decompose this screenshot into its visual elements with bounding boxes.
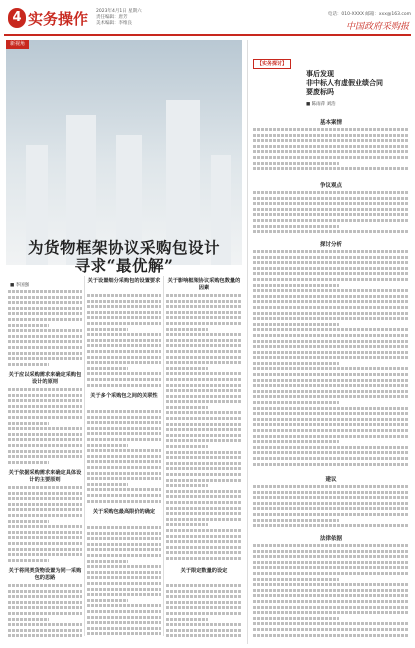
text-line: [166, 584, 242, 587]
text-line: [87, 565, 161, 568]
text-line: [166, 523, 208, 526]
text-line: [166, 294, 242, 297]
text-line: [253, 345, 409, 348]
text-line: [87, 410, 161, 413]
body-text-block: [253, 191, 409, 237]
text-line: [253, 351, 409, 354]
text-line: [253, 617, 339, 620]
text-line: [253, 323, 339, 326]
page-number: 4: [8, 8, 26, 28]
text-line: [166, 467, 242, 470]
body-text-block: [8, 584, 82, 640]
text-line: [8, 595, 82, 598]
text-line: [253, 312, 409, 315]
text-line: [87, 444, 128, 447]
text-line: [87, 582, 161, 585]
text-line: [166, 417, 242, 420]
text-line: [8, 394, 82, 397]
text-line: [253, 622, 409, 625]
text-line: [166, 361, 242, 364]
text-line: [253, 289, 409, 292]
text-line: [8, 352, 82, 355]
text-line: [166, 322, 242, 325]
text-line: [253, 272, 409, 275]
text-line: [166, 535, 242, 538]
text-line: [87, 483, 128, 486]
body-text-block: [253, 128, 409, 178]
text-line: [8, 388, 82, 391]
text-line: [253, 202, 409, 205]
text-line: [87, 344, 161, 347]
text-line: [166, 406, 208, 409]
text-line: [253, 423, 409, 426]
text-line: [253, 208, 409, 211]
text-line: [87, 421, 161, 424]
text-line: [166, 411, 242, 414]
issue-meta: [96, 9, 142, 27]
text-line: [87, 356, 161, 359]
text-line: [87, 455, 161, 458]
text-line: [8, 542, 82, 545]
text-line: [87, 361, 161, 364]
text-line: [166, 456, 242, 459]
text-line: [166, 557, 242, 560]
text-line: [8, 340, 82, 343]
body-text-block: [87, 526, 161, 640]
text-line: [166, 507, 242, 510]
text-line: [253, 284, 339, 287]
text-line: [166, 546, 242, 549]
text-line: [253, 457, 409, 460]
text-line: [8, 422, 49, 425]
text-line: [87, 300, 161, 303]
text-line: [253, 628, 409, 631]
text-line: [253, 267, 409, 270]
text-line: [8, 290, 82, 293]
text-line: [166, 339, 242, 342]
text-line: [253, 561, 409, 564]
text-line: [87, 472, 161, 475]
text-line: [87, 333, 161, 336]
text-line: [87, 427, 161, 430]
text-line: [253, 555, 409, 558]
text-line: [8, 329, 82, 332]
page-header: [0, 0, 415, 38]
body-text-block: [166, 584, 242, 640]
text-line: [166, 479, 242, 482]
text-line: [8, 405, 82, 408]
text-line: [87, 477, 161, 480]
text-line: [8, 346, 82, 349]
text-line: [253, 446, 409, 449]
body-text-block: [253, 544, 409, 640]
body-text-block: [87, 294, 161, 390]
text-line: [87, 416, 161, 419]
text-line: [8, 416, 82, 419]
text-line: [166, 484, 208, 487]
text-line: [253, 167, 409, 170]
text-line: [253, 401, 339, 404]
text-line: [253, 213, 409, 216]
text-line: [253, 583, 409, 586]
text-line: [8, 612, 82, 615]
text-line: [8, 324, 49, 327]
text-line: [8, 618, 49, 621]
text-line: [253, 440, 339, 443]
text-line: [166, 300, 242, 303]
text-line: [253, 256, 409, 259]
text-line: [166, 518, 242, 521]
text-line: [8, 335, 82, 338]
text-line: [166, 378, 242, 381]
text-line: [253, 395, 409, 398]
text-line: [8, 492, 82, 495]
text-line: [87, 339, 161, 342]
body-text-block: [8, 486, 82, 566]
feature-title-line2: 寻求“最优解”: [74, 256, 174, 275]
text-line: [253, 317, 409, 320]
text-line: [253, 139, 409, 142]
text-line: [253, 418, 409, 421]
text-line: [8, 301, 82, 304]
text-line: [253, 150, 409, 153]
text-line: [253, 156, 409, 159]
text-line: [253, 379, 409, 382]
col1-subhead: 关于依据采购需求来确定具体设计的主要原则: [8, 470, 82, 483]
text-line: [166, 623, 242, 626]
text-line: [166, 367, 208, 370]
text-line: [87, 599, 128, 602]
text-line: [87, 571, 161, 574]
text-line: [87, 610, 161, 613]
section-title: 实务操作: [28, 10, 89, 28]
right-article-tag: 【实务探讨】: [253, 59, 291, 69]
column-divider: [84, 276, 85, 636]
text-line: [87, 554, 161, 557]
text-line: [8, 307, 82, 310]
text-line: [253, 463, 409, 466]
text-line: [8, 634, 82, 637]
newspaper-brand: 中国政府采购报: [345, 22, 409, 32]
text-line: [8, 601, 82, 604]
text-line: [87, 432, 161, 435]
text-line: [166, 590, 242, 593]
right-article-byline: ■ 陈雨萍 刘浩: [306, 102, 336, 107]
text-line: [166, 551, 242, 554]
text-line: [8, 444, 82, 447]
text-line: [8, 553, 82, 556]
title-line: 非中标人有虚假业绩合同: [306, 78, 383, 87]
text-line: [8, 357, 82, 360]
text-line: [253, 594, 409, 597]
text-line: [253, 367, 409, 370]
text-line: [253, 513, 409, 516]
text-line: [166, 439, 242, 442]
text-line: [8, 312, 82, 315]
section-heading: 法律依据: [319, 536, 342, 542]
text-line: [166, 328, 208, 331]
feature-title-line1: 为货物框架协议采购包设计: [27, 238, 220, 257]
text-line: [253, 524, 409, 527]
text-line: [253, 485, 409, 488]
text-line: [87, 588, 161, 591]
text-line: [8, 410, 82, 413]
text-line: [166, 423, 242, 426]
text-line: [253, 491, 409, 494]
title-line: 事后发现: [306, 69, 334, 78]
text-line: [253, 373, 409, 376]
text-line: [8, 536, 82, 539]
text-line: [253, 128, 409, 131]
text-line: [166, 540, 242, 543]
text-line: [87, 526, 161, 529]
text-line: [166, 606, 242, 609]
text-line: [87, 500, 161, 503]
body-text-block: [87, 410, 161, 506]
text-line: [253, 250, 409, 253]
text-line: [166, 634, 242, 637]
text-line: [166, 333, 242, 336]
text-line: [8, 623, 82, 626]
text-line: [87, 316, 161, 319]
text-line: [253, 225, 339, 228]
text-line: [253, 544, 409, 547]
col3-subhead: 关于限定数量的设定: [180, 568, 228, 574]
text-line: [87, 593, 161, 596]
text-line: [253, 600, 409, 603]
text-line: [8, 559, 49, 562]
text-line: [253, 435, 409, 438]
feature-tag: 新视角: [6, 40, 29, 49]
text-line: [8, 497, 82, 500]
body-text-block: [253, 485, 409, 531]
text-line: [253, 219, 409, 222]
text-line: [253, 300, 409, 303]
text-line: [8, 461, 49, 464]
section-heading: 建议: [325, 477, 337, 483]
meta-line: 美术编辑：李维良: [96, 21, 132, 26]
text-line: [166, 384, 242, 387]
text-line: [253, 145, 409, 148]
text-line: [253, 356, 409, 359]
feature-byline: ■ 李国强: [10, 283, 30, 288]
text-line: [166, 350, 242, 353]
text-line: [166, 629, 242, 632]
text-line: [8, 363, 49, 366]
text-line: [253, 496, 409, 499]
text-line: [166, 462, 242, 465]
text-line: [253, 362, 339, 365]
text-line: [8, 525, 82, 528]
col2-subhead: 关于设置细分采购包的设置要求: [87, 278, 161, 284]
text-line: [166, 618, 208, 621]
text-line: [166, 372, 242, 375]
contact-meta: 电话：010-XXXX 邮箱：xxx@163.com: [327, 12, 411, 17]
text-line: [253, 572, 409, 575]
text-line: [253, 261, 409, 264]
text-line: [166, 305, 242, 308]
text-line: [253, 390, 409, 393]
body-text-block: [8, 388, 82, 468]
feature-photo: [6, 40, 242, 265]
text-line: [8, 508, 82, 511]
col3-subhead: 关于影响框架协议采购包数量的因素: [167, 278, 241, 291]
text-line: [87, 384, 161, 387]
text-line: [8, 438, 82, 441]
text-line: [253, 589, 409, 592]
text-line: [253, 429, 409, 432]
text-line: [87, 311, 161, 314]
text-line: [87, 543, 161, 546]
text-line: [8, 318, 82, 321]
meta-line: 2023年4月1日 星期六: [96, 9, 142, 14]
col2-subhead: 关于多个采购包之间的关联性: [90, 393, 158, 399]
text-line: [253, 578, 339, 581]
text-line: [8, 584, 82, 587]
text-line: [166, 451, 242, 454]
text-line: [253, 502, 409, 505]
text-line: [8, 548, 82, 551]
text-line: [87, 350, 161, 353]
text-line: [8, 606, 82, 609]
text-line: [8, 296, 82, 299]
body-text-block: [8, 290, 82, 370]
text-line: [87, 537, 161, 540]
text-line: [87, 294, 161, 297]
right-article-title: [306, 69, 383, 96]
text-line: [253, 340, 409, 343]
text-line: [253, 278, 409, 281]
text-line: [87, 449, 161, 452]
text-line: [8, 455, 82, 458]
text-line: [166, 495, 242, 498]
text-line: [8, 503, 82, 506]
text-line: [87, 627, 161, 630]
section-heading: 争议观点: [319, 183, 342, 189]
text-line: [166, 490, 242, 493]
text-line: [166, 512, 242, 515]
text-line: [166, 501, 242, 504]
text-line: [87, 494, 161, 497]
text-line: [166, 473, 242, 476]
text-line: [87, 604, 161, 607]
text-line: [8, 531, 82, 534]
text-line: [166, 601, 242, 604]
col1-subhead: 关于将同类货物设置为同一采购包的思路: [8, 568, 82, 581]
text-line: [87, 367, 128, 370]
text-line: [87, 632, 161, 635]
text-line: [253, 606, 409, 609]
text-line: [253, 519, 339, 522]
text-line: [8, 486, 82, 489]
section-heading: 基本案情: [319, 120, 342, 126]
text-line: [8, 514, 82, 517]
text-line: [166, 595, 242, 598]
body-text-block: [166, 294, 242, 564]
text-line: [87, 466, 161, 469]
text-line: [166, 311, 242, 314]
text-line: [8, 433, 82, 436]
text-line: [253, 507, 409, 510]
text-line: [253, 306, 409, 309]
text-line: [8, 399, 82, 402]
column-divider: [163, 276, 164, 636]
text-line: [166, 428, 242, 431]
text-line: [253, 550, 409, 553]
text-line: [87, 548, 161, 551]
text-line: [253, 295, 409, 298]
text-line: [253, 412, 409, 415]
text-line: [8, 427, 82, 430]
text-line: [253, 384, 409, 387]
text-line: [8, 520, 49, 523]
text-line: [166, 434, 242, 437]
text-line: [253, 230, 409, 233]
text-line: [87, 576, 161, 579]
text-line: [166, 395, 242, 398]
text-line: [87, 488, 161, 491]
text-line: [166, 389, 242, 392]
text-line: [8, 450, 82, 453]
text-line: [166, 445, 208, 448]
meta-line: 责任编辑：唐芳: [96, 15, 128, 20]
text-line: [87, 328, 128, 331]
text-line: [166, 529, 242, 532]
text-line: [253, 162, 339, 165]
text-line: [166, 316, 242, 319]
text-line: [253, 197, 409, 200]
text-line: [166, 400, 242, 403]
text-line: [87, 305, 161, 308]
text-line: [253, 134, 409, 137]
text-line: [8, 629, 82, 632]
text-line: [8, 590, 82, 593]
text-line: [87, 378, 161, 381]
text-line: [253, 611, 409, 614]
section-heading: 探讨分析: [319, 242, 342, 248]
text-line: [87, 322, 161, 325]
text-line: [166, 356, 242, 359]
header-rule: [4, 34, 411, 36]
text-line: [87, 621, 161, 624]
text-line: [253, 328, 409, 331]
text-line: [253, 334, 409, 337]
body-text-block: [253, 250, 409, 472]
col2-subhead: 关于采购包最高限价的确定: [92, 509, 156, 515]
text-line: [166, 344, 242, 347]
text-line: [253, 566, 409, 569]
text-line: [87, 460, 161, 463]
col1-subhead: 关于应以采购需求来确定采购包设计的原则: [8, 372, 82, 385]
text-line: [87, 532, 161, 535]
text-line: [87, 438, 161, 441]
text-line: [253, 634, 409, 637]
text-line: [87, 616, 161, 619]
text-line: [166, 612, 242, 615]
text-line: [253, 191, 409, 194]
title-line: 要废标吗: [306, 87, 334, 96]
text-line: [253, 451, 409, 454]
text-line: [87, 560, 128, 563]
text-line: [253, 407, 409, 410]
text-line: [87, 372, 161, 375]
